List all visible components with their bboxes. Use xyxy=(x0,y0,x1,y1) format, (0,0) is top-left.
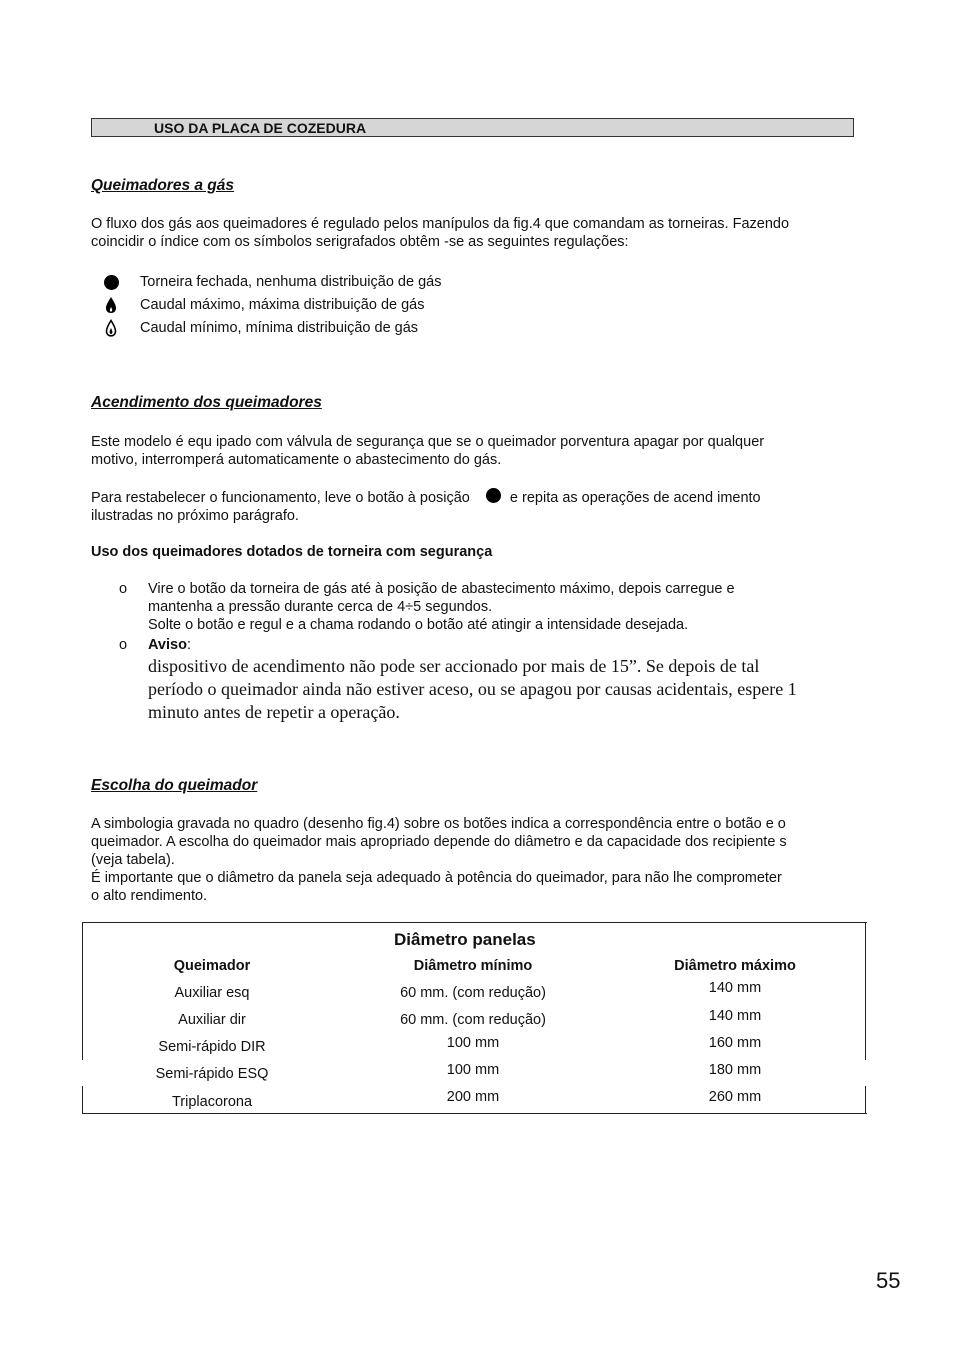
subheading-safety: Uso dos queimadores dotados de torneira com segurança xyxy=(91,544,493,560)
table-border-bottom xyxy=(82,1113,867,1114)
paragraph-line: o alto rendimento. xyxy=(91,888,208,904)
bullet-item-2 xyxy=(148,636,191,654)
heading-escolha: Escolha do queimador xyxy=(91,777,258,794)
table-cell: 140 mm xyxy=(708,1008,762,1024)
warning-line: minuto antes de repetir a operação. xyxy=(148,702,400,722)
table-cell: Auxiliar esq xyxy=(174,985,250,1001)
table-border-top xyxy=(82,922,867,923)
warning-line: período o queimador ainda não estiver aceso, ou se apagou por causas acidentais, espere 1 xyxy=(148,679,797,699)
symbol-row-closed xyxy=(100,272,441,292)
bullet-item-1 xyxy=(148,580,735,634)
bullet-line: Vire o botão da torneira de gás até à posição de abastecimento máximo, depois carregue e xyxy=(148,581,735,597)
paragraph-line: ilustradas no próximo parágrafo. xyxy=(91,508,299,524)
section-title-bar: USO DA PLACA DE COZEDURA xyxy=(91,118,854,137)
table-title: Diâmetro panelas xyxy=(394,930,536,949)
heading-queimadores: Queimadores a gás xyxy=(91,177,235,194)
warning-text xyxy=(148,655,797,724)
intro-paragraph xyxy=(91,215,789,251)
table-header: Queimador xyxy=(173,958,251,974)
paragraph-line: queimador. A escolha do queimador mais apropriado depende do diâmetro e da capacidade dos recipiente s xyxy=(91,834,787,850)
paragraph-line: É importante que o diâmetro da panela seja adequado à potência do queimador, para não lhe comprometer xyxy=(91,870,782,886)
warning-label: Aviso xyxy=(148,637,187,653)
bullet-line: mantenha a pressão durante cerca de 4÷5 segundos. xyxy=(148,599,493,615)
paragraph-text: Para restabelecer o funcionamento, leve o botão à posição xyxy=(91,490,470,506)
table-cell: 100 mm xyxy=(446,1035,500,1051)
paragraph-line: A simbologia gravada no quadro (desenho fig.4) sobre os botões indica a correspondência entre o botão e o xyxy=(91,816,786,832)
acendimento-paragraph-2 xyxy=(91,488,761,525)
filled-circle-icon xyxy=(486,488,501,503)
escolha-paragraph xyxy=(91,815,787,905)
warning-line: dispositivo de acendimento não pode ser accionado por mais de 15”. Se depois de tal xyxy=(148,656,760,676)
bullet-line: Solte o botão e regul e a chama rodando o botão até atingir a intensidade desejada. xyxy=(148,617,689,633)
paragraph-line: Este modelo é equ ipado com válvula de segurança que se o queimador porventura apagar por qualquer xyxy=(91,434,765,450)
symbol-label: Torneira fechada, nenhuma distribuição de gás xyxy=(140,274,442,290)
symbol-row-max xyxy=(100,295,425,315)
large-flame-icon xyxy=(104,296,118,314)
table-header: Diâmetro mínimo xyxy=(413,958,533,974)
paragraph-text: e repita as operações de acend imento xyxy=(509,490,761,506)
table-cell: 100 mm xyxy=(446,1062,500,1078)
bullet-mark: o xyxy=(119,637,128,653)
table-cell: 140 mm xyxy=(708,980,762,996)
symbol-row-min xyxy=(100,318,418,338)
symbol-label: Caudal máximo, máxima distribuição de gás xyxy=(140,297,425,313)
table-border-gap xyxy=(81,1060,85,1086)
filled-circle-icon xyxy=(104,275,119,290)
table-cell: 200 mm xyxy=(446,1089,500,1105)
table-cell: 60 mm. (com redução) xyxy=(400,985,546,1001)
heading-acendimento: Acendimento dos queimadores xyxy=(91,394,322,411)
intro-line: coincidir o índice com os símbolos serigrafados obtêm -se as seguintes regulações: xyxy=(91,234,629,250)
table-border-gap xyxy=(863,1060,867,1086)
acendimento-paragraph-1 xyxy=(91,433,764,469)
table-cell: Semi-rápido ESQ xyxy=(155,1066,269,1082)
table-cell: Semi-rápido DIR xyxy=(158,1039,266,1055)
page-number: 55 xyxy=(876,1268,901,1293)
paragraph-line: (veja tabela). xyxy=(91,852,175,868)
symbol-label: Caudal mínimo, mínima distribuição de gás xyxy=(140,320,419,336)
warning-colon: : xyxy=(186,637,191,653)
table-header: Diâmetro máximo xyxy=(674,958,796,974)
intro-line: O fluxo dos gás aos queimadores é regulado pelos manípulos da fig.4 que comandam as torneiras. Fazendo xyxy=(91,216,790,232)
bullet-mark: o xyxy=(119,581,128,597)
table-cell: 260 mm xyxy=(708,1089,762,1105)
small-flame-icon xyxy=(104,319,118,337)
table-cell: 60 mm. (com redução) xyxy=(400,1012,546,1028)
table-cell: 160 mm xyxy=(708,1035,762,1051)
table-cell: Triplacorona xyxy=(171,1094,253,1110)
table-cell: Auxiliar dir xyxy=(178,1012,246,1028)
table-cell: 180 mm xyxy=(708,1062,762,1078)
paragraph-line: motivo, interromperá automaticamente o abastecimento do gás. xyxy=(91,452,502,468)
